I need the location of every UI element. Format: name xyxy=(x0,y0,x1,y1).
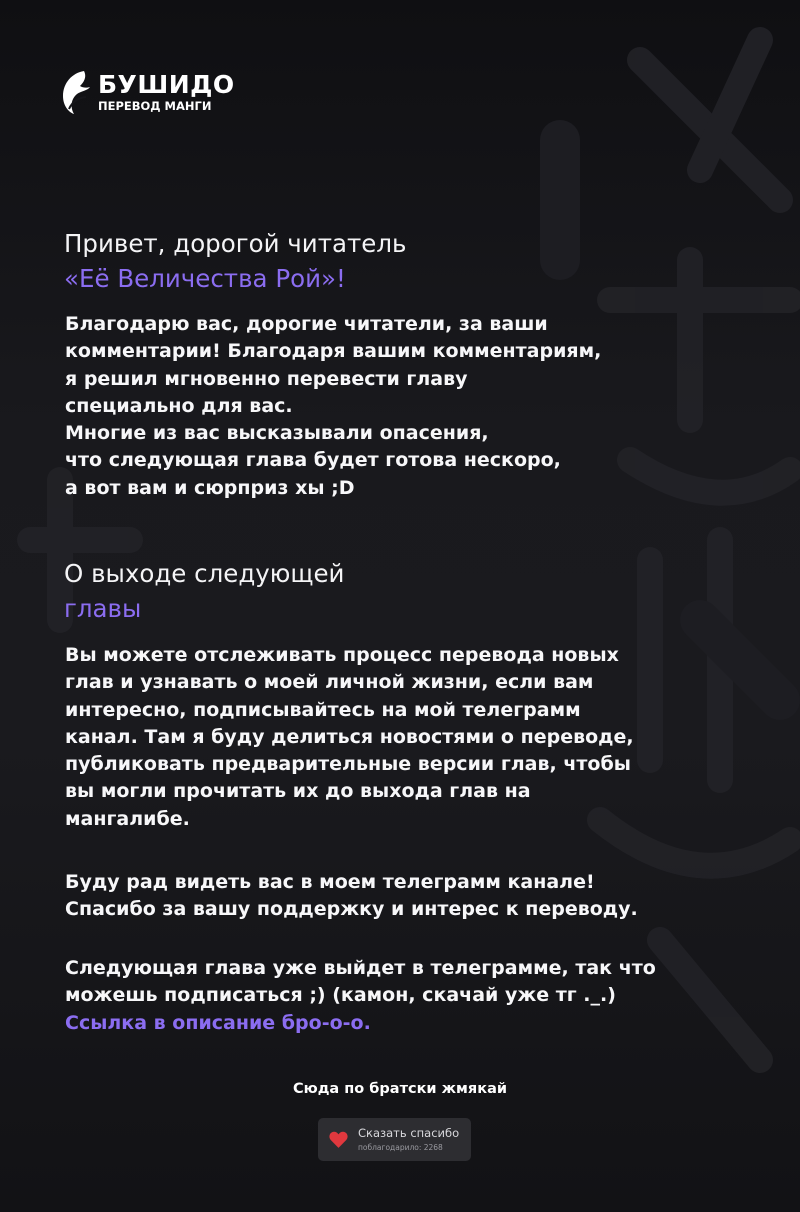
logo-subtitle: ПЕРЕВОД МАНГИ xyxy=(98,98,212,113)
intro-paragraph xyxy=(65,311,601,502)
bushido-logo-icon xyxy=(60,69,92,115)
paragraph-line: интересно, подписывайтесь на мой телеграмм xyxy=(65,698,581,721)
greeting-heading xyxy=(64,226,406,296)
logo xyxy=(60,68,235,116)
intro-line: специально для вас. xyxy=(65,394,293,417)
paragraph-line: Буду рад видеть вас в моем телеграмм канале! xyxy=(65,871,595,893)
paragraph-line: Следующая глава уже выйдет в телеграмме, так что xyxy=(65,957,656,979)
logo-title: БУШИДО xyxy=(98,69,235,99)
paragraph-line: канал. Там я буду делиться новостями о переводе, xyxy=(65,725,634,748)
intro-line: Благодарю вас, дорогие читатели, за ваши xyxy=(65,313,548,335)
intro-line: Многие из вас высказывали опасения, xyxy=(65,422,489,445)
say-thanks-button[interactable] xyxy=(318,1118,471,1161)
paragraph-line: Спасибо за вашу поддержку и интерес к переводу. xyxy=(65,898,638,921)
next-chapter-heading-line-2: главы xyxy=(64,594,142,623)
next-chapter-heading xyxy=(64,556,344,626)
next-chapter-paragraph-2 xyxy=(65,869,638,924)
telegram-link[interactable]: Ссылка в описание бро-о-о. xyxy=(65,1011,371,1034)
greeting-line-1: Привет, дорогой читатель xyxy=(64,229,407,258)
greeting-line-2-manga-title: «Её Величества Рой»! xyxy=(64,264,346,293)
thanks-count: поблагодарило: 2268 xyxy=(358,1142,443,1152)
paragraph-line: можешь подписаться ;) (камон, скачай уже тг ._.) xyxy=(65,984,616,1007)
paragraph-line: мангалибе. xyxy=(65,807,190,830)
next-chapter-paragraph-1 xyxy=(65,642,634,833)
paragraph-line: Вы можете отслеживать процесс перевода новых xyxy=(65,644,619,666)
intro-line: комментарии! Благодаря вашим комментариям, xyxy=(65,340,602,363)
next-chapter-paragraph-3 xyxy=(65,955,656,1037)
intro-line: что следующая глава будет готова нескоро, xyxy=(65,449,561,472)
intro-line: а вот вам и сюрприз хы ;D xyxy=(65,476,355,499)
say-thanks-label: Сказать спасибо xyxy=(358,1126,460,1140)
logo-text xyxy=(98,69,235,113)
paragraph-line: публиковать предварительные версии глав, чтобы xyxy=(65,753,631,776)
paragraph-line: глав и узнавать о моей личной жизни, если вам xyxy=(65,671,594,694)
cta-text: Сюда по братски жмякай xyxy=(292,1081,508,1097)
intro-line: я решил мгновенно перевести главу xyxy=(65,367,468,390)
paragraph-line: вы могли прочитать их до выхода глав на xyxy=(65,780,531,803)
heart-icon xyxy=(329,1131,348,1148)
next-chapter-heading-line-1: О выходе следующей xyxy=(64,559,345,588)
say-thanks-text xyxy=(358,1128,459,1151)
